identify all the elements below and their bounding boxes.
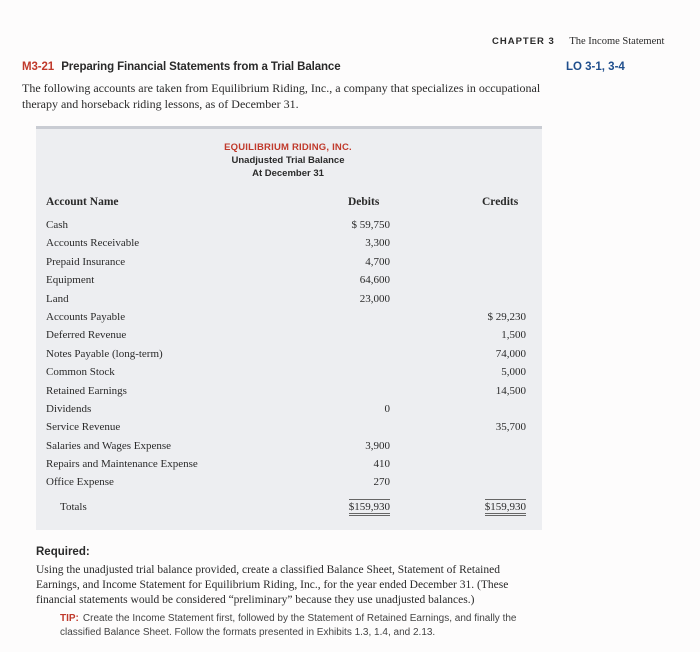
statement-subtitle: Unadjusted Trial Balance (231, 155, 345, 166)
table-row (36, 364, 540, 382)
account-name: Service Revenue (46, 421, 121, 434)
credit-amount: $ 29,230 (487, 310, 526, 323)
problem-title: Preparing Financial Statements from a Trial Balance (61, 61, 341, 73)
total-credits: $159,930 (485, 499, 526, 516)
table-row (36, 456, 540, 474)
column-header-debits: Debits (348, 196, 380, 208)
account-name: Salaries and Wages Expense (46, 439, 172, 452)
credit-amount: 35,700 (495, 421, 526, 434)
account-name: Deferred Revenue (46, 329, 127, 342)
table-row (36, 291, 540, 309)
account-name: Equipment (46, 274, 95, 287)
debit-amount: $ 59,750 (351, 219, 390, 231)
account-name: Retained Earnings (46, 384, 127, 397)
account-rows (36, 217, 540, 517)
section-title: The Income Statement (569, 36, 665, 47)
table-row (36, 438, 540, 456)
debit-amount: 23,000 (359, 292, 390, 305)
required-text: Using the unadjusted trial balance provided, create a classified Balance Sheet, Statement of Retained Earnings, and Income Statement for Equilibrium Riding, Inc., for the year ended December 31. (These financial statements would be considered “preliminary” because they use unadjusted balances.) (36, 564, 509, 606)
credit-amount: 14,500 (495, 384, 526, 397)
statement-date: At December 31 (252, 168, 324, 179)
account-name: Accounts Payable (46, 310, 126, 323)
account-name: Notes Payable (long-term) (46, 347, 163, 360)
company-name: EQUILIBRIUM RIDING, INC. (224, 142, 352, 153)
account-name: Dividends (46, 402, 92, 415)
tip-note (60, 612, 540, 640)
chapter-label: CHAPTER 3 (492, 36, 555, 47)
credit-amount: 74,000 (495, 347, 526, 360)
tip-label: TIP: (60, 613, 79, 624)
debit-amount: 3,300 (365, 237, 390, 250)
debit-amount: 3,900 (365, 439, 390, 452)
problem-heading (22, 61, 341, 73)
total-debits: $159,930 (349, 499, 390, 516)
required-label: Required: (36, 546, 90, 558)
credit-amount: 1,500 (501, 329, 526, 342)
debit-amount: 4,700 (365, 255, 390, 268)
debit-amount: 270 (373, 476, 390, 489)
table-row (36, 272, 540, 290)
problem-intro: The following accounts are taken from Equilibrium Riding, Inc., a company that specializes in occupational therapy and horseback riding lessons, as of December 31. (22, 81, 541, 111)
account-name: Prepaid Insurance (46, 255, 126, 268)
account-name: Accounts Receivable (46, 237, 140, 250)
account-name: Repairs and Maintenance Expense (46, 458, 198, 471)
running-header (492, 36, 664, 47)
problem-number: M3-21 (22, 61, 55, 73)
debit-amount: 410 (373, 458, 390, 471)
learning-objectives: LO 3-1, 3-4 (566, 61, 625, 73)
table-row (36, 383, 540, 401)
table-row (36, 327, 540, 345)
table-row (36, 309, 540, 327)
account-name: Cash (46, 219, 68, 231)
debit-amount: 64,600 (359, 274, 390, 287)
table-row (36, 217, 540, 235)
table-row (36, 401, 540, 419)
trial-balance-heading (36, 141, 540, 180)
debit-amount: 0 (384, 402, 390, 415)
column-header-account-name: Account Name (46, 196, 119, 208)
credit-amount: 5,000 (501, 366, 526, 379)
table-row (36, 235, 540, 253)
tip-text: Create the Income Statement first, followed by the Statement of Retained Earnings, and finally the classified Balance Sheet. Follow the formats presented in Exhibits 1.3, 1.4, and 2.13. (60, 613, 517, 638)
table-row (36, 474, 540, 492)
table-row (36, 419, 540, 437)
column-header-credits: Credits (482, 196, 519, 208)
account-name: Land (46, 292, 69, 305)
totals-label: Totals (60, 500, 87, 513)
table-row (36, 254, 540, 272)
trial-balance-table (36, 126, 542, 530)
table-row (36, 346, 540, 364)
totals-row (36, 499, 540, 517)
account-name: Common Stock (46, 366, 115, 379)
account-name: Office Expense (46, 476, 114, 489)
